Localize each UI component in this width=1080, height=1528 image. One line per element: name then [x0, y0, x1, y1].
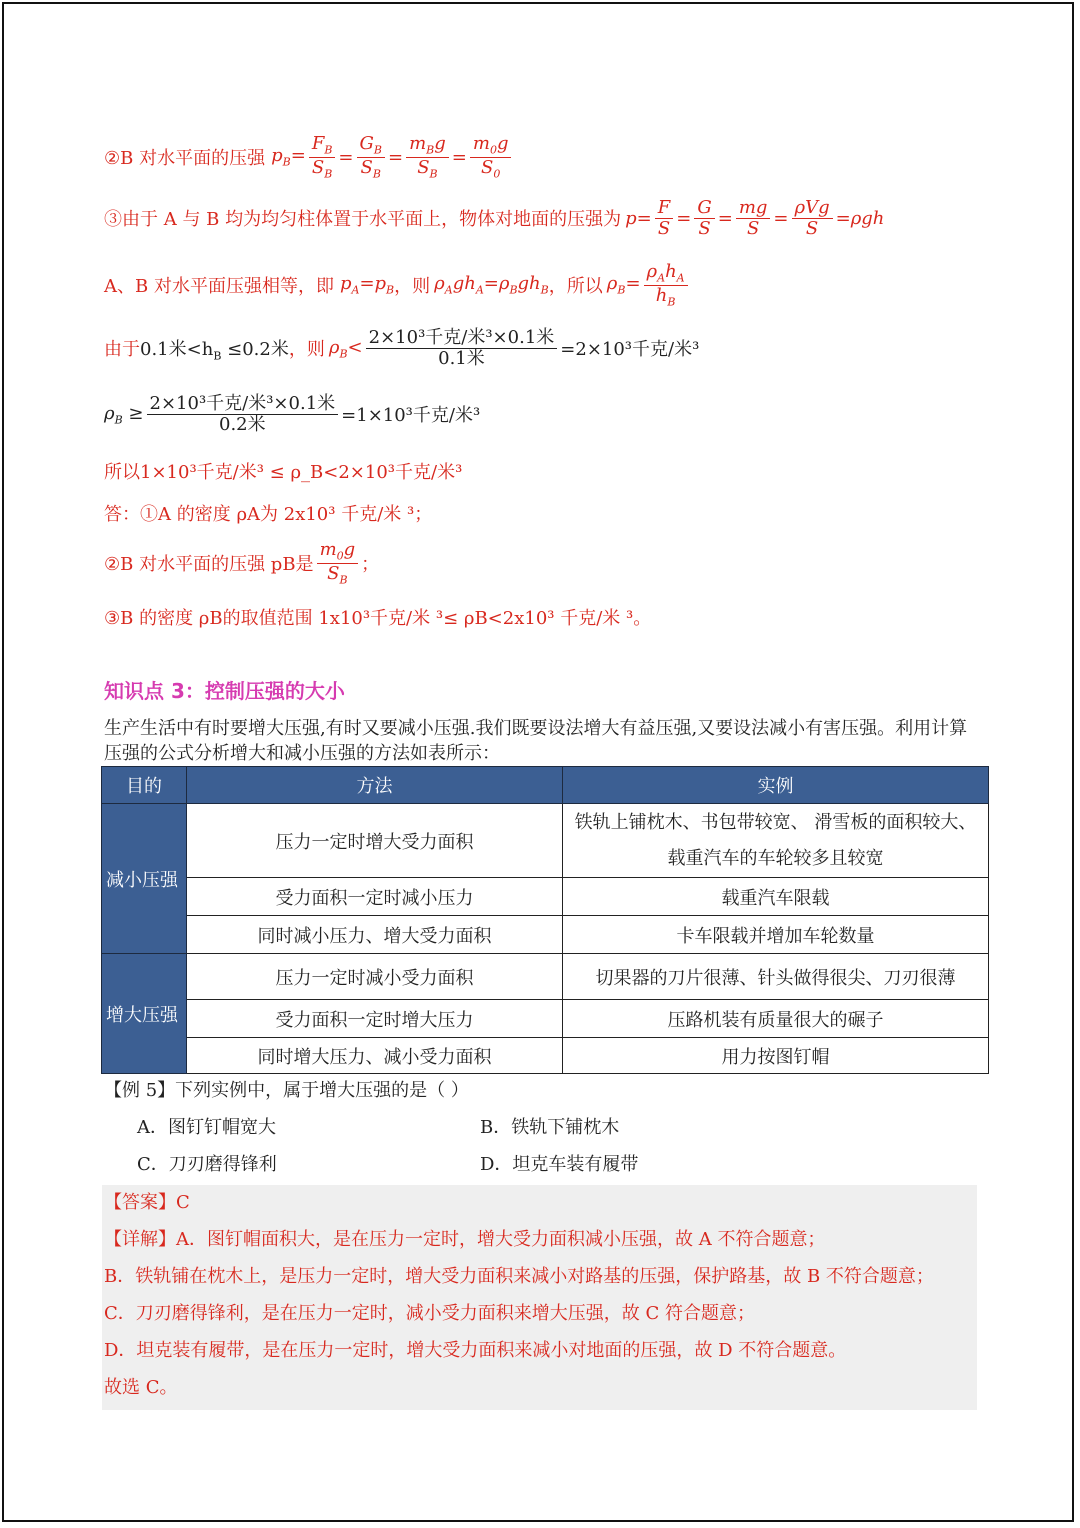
method-cell: 受力面积一定时增大压力 — [187, 1000, 563, 1038]
table-row — [102, 916, 989, 954]
example-cell: 压路机装有质量很大的碾子 — [563, 1000, 989, 1038]
header-method: 方法 — [187, 767, 563, 804]
group-purpose: 增大压强 — [102, 954, 187, 1074]
line6-tail: =1×10³千克/米³ — [341, 405, 481, 427]
fraction: $\frac{m_0g}{S_B}$ — [317, 540, 359, 586]
table-row — [102, 1038, 989, 1074]
formula-text: $\rho_B<$ — [328, 336, 363, 361]
formula-text: $p_B=$ — [271, 145, 306, 169]
fraction: $\frac{F_B}{S_B}$ — [309, 134, 336, 180]
solution-line-8: 答：①A 的密度 ρA为 2x10³ 千克/米 ³； — [104, 504, 433, 525]
line2-prefix: ②B 对水平面的压强 — [104, 148, 266, 170]
table-row — [102, 804, 989, 878]
fraction: $\frac{G}{S}$ — [694, 198, 714, 239]
solution-line-2: ②B 对水平面的压强 $p_B=$ $\frac{F_B}{S_B}$ = $\frac{G_B}{S_B}$ = $\frac{m_Bg}{S_B}$ = $\frac{m_0g}{S_0}$ — [104, 134, 514, 180]
example-cell: 载重汽车限载 — [563, 878, 989, 916]
section-intro: 生产生活中有时要增大压强,有时又要减小压强.我们既要设法增大有益压强,又要设法减小有害压强。利用计算压强的公式分析增大和减小压强的方法如表所示： — [104, 718, 968, 764]
fraction: $\frac{\text{2×10³千克/米³×0.1米}}{\text{0.2米}}$ — [147, 394, 339, 435]
method-cell: 受力面积一定时减小压力 — [187, 878, 563, 916]
table-row — [102, 1000, 989, 1038]
line9-suffix: ； — [361, 554, 380, 576]
table-row — [102, 954, 989, 1000]
solution-line-7: 所以1×10³千克/米³ ≤ ρ_B<2×10³千克/米³ — [104, 462, 463, 483]
example-question: 【例 5】下列实例中，属于增大压强的是（ ） — [104, 1080, 469, 1101]
example-cell: 铁轨上铺枕木、书包带较宽、 滑雪板的面积较大、载重汽车的车轮较多且较宽 — [563, 804, 989, 878]
pressure-methods-table — [101, 766, 989, 1074]
example-cell: 卡车限载并增加车轮数量 — [563, 916, 989, 954]
fraction: $\frac{m_0g}{S_0}$ — [470, 134, 512, 180]
line3-tail: ρgh — [850, 207, 885, 229]
fraction: $\frac{\text{ρVg}}{S}$ — [792, 198, 833, 239]
group-purpose: 减小压强 — [102, 804, 187, 954]
example-cell: 切果器的刀片很薄、针头做得很尖、刀刃很薄 — [563, 954, 989, 1000]
line9-prefix: ②B 对水平面的压强 pB是 — [104, 554, 314, 576]
fraction: $\frac{G_B}{S_B}$ — [357, 134, 385, 180]
section-heading: 知识点 3：控制压强的大小 — [104, 679, 345, 703]
fraction: $\frac{\rho_Ah_A}{h_B}$ — [644, 262, 688, 308]
option-b: B．铁轨下铺枕木 — [480, 1117, 620, 1138]
answer-box — [102, 1185, 977, 1410]
line5-mid: ，则 — [288, 339, 325, 361]
formula-text: $p_A=p_B$ — [339, 273, 395, 297]
fraction: $\frac{F}{S}$ — [655, 198, 674, 239]
solution-line-10: ③B 的密度 ρB的取值范围 1x10³千克/米 ³≤ ρB<2x10³ 千克/米 ³。 — [104, 608, 652, 629]
method-cell: 同时增大压力、减小受力面积 — [187, 1038, 563, 1074]
method-cell: 压力一定时增大受力面积 — [187, 804, 563, 878]
answer-detail-line: 故选 C。 — [104, 1377, 178, 1398]
solution-line-3: ③由于 A 与 B 均为均匀柱体置于水平面上，物体对地面的压强为 p= $\frac{F}{S}$ = $\frac{G}{S}$ = $\frac{mg}{S}$ = $\frac{\text{ρVg}}{S}$ = ρgh — [104, 197, 885, 239]
formula-text: $\rho_Agh_A=\rho_Bgh_B$ — [434, 273, 549, 297]
line5-tail: =2×10³千克/米³ — [560, 339, 700, 361]
solution-line-5 — [104, 328, 699, 369]
formula-text: $\rho_B$ ≥ — [104, 402, 144, 427]
option-c: C．刀刃磨得锋利 — [137, 1154, 277, 1175]
example-cell: 用力按图钉帽 — [563, 1038, 989, 1074]
line4-mid2: ，所以 — [548, 276, 603, 298]
line4-mid: ，则 — [394, 276, 431, 298]
formula-text: $\rho_B=$ — [606, 273, 641, 297]
fraction: $\frac{m_Bg}{S_B}$ — [406, 134, 449, 180]
answer-detail-line: B．铁轨铺在枕木上，是压力一定时，增大受力面积来减小对路基的压强，保护路基，故 B 不符合题意； — [104, 1266, 934, 1287]
answer-label: 【答案】C — [104, 1192, 190, 1213]
line5-prefix: 由于 — [104, 339, 140, 361]
header-example: 实例 — [563, 767, 989, 804]
line4-prefix: A、B 对水平面压强相等，即 — [104, 276, 334, 298]
solution-line-6 — [104, 394, 480, 435]
fraction: $\frac{\text{2×10³千克/米³×0.1米}}{\text{0.1米}}$ — [366, 328, 558, 369]
method-cell: 同时减小压力、增大受力面积 — [187, 916, 563, 954]
fraction: $\frac{mg}{S}$ — [736, 198, 771, 239]
answer-detail-line: C．刀刃磨得锋利，是在压力一定时，减小受力面积来增大压强，故 C 符合题意； — [104, 1303, 755, 1324]
table-row — [102, 878, 989, 916]
solution-line-4 — [104, 262, 691, 308]
option-a: A．图钉钉帽宽大 — [137, 1117, 276, 1138]
answer-detail-line: 【详解】A．图钉帽面积大，是在压力一定时，增大受力面积减小压强，故 A 不符合题意； — [104, 1229, 826, 1250]
option-d: D．坦克车装有履带 — [480, 1154, 639, 1175]
line3-prefix: ③由于 A 与 B 均为均匀柱体置于水平面上，物体对地面的压强为 — [104, 209, 622, 231]
line5-range: 0.1米$<h_B \le 0.2$米 — [140, 338, 289, 363]
formula-text: p= — [625, 207, 652, 229]
solution-line-9 — [104, 540, 379, 586]
header-purpose: 目的 — [102, 767, 187, 804]
method-cell: 压力一定时减小受力面积 — [187, 954, 563, 1000]
answer-detail-line: D．坦克装有履带，是在压力一定时，增大受力面积来减小对地面的压强，故 D 不符合题意。 — [104, 1340, 847, 1361]
